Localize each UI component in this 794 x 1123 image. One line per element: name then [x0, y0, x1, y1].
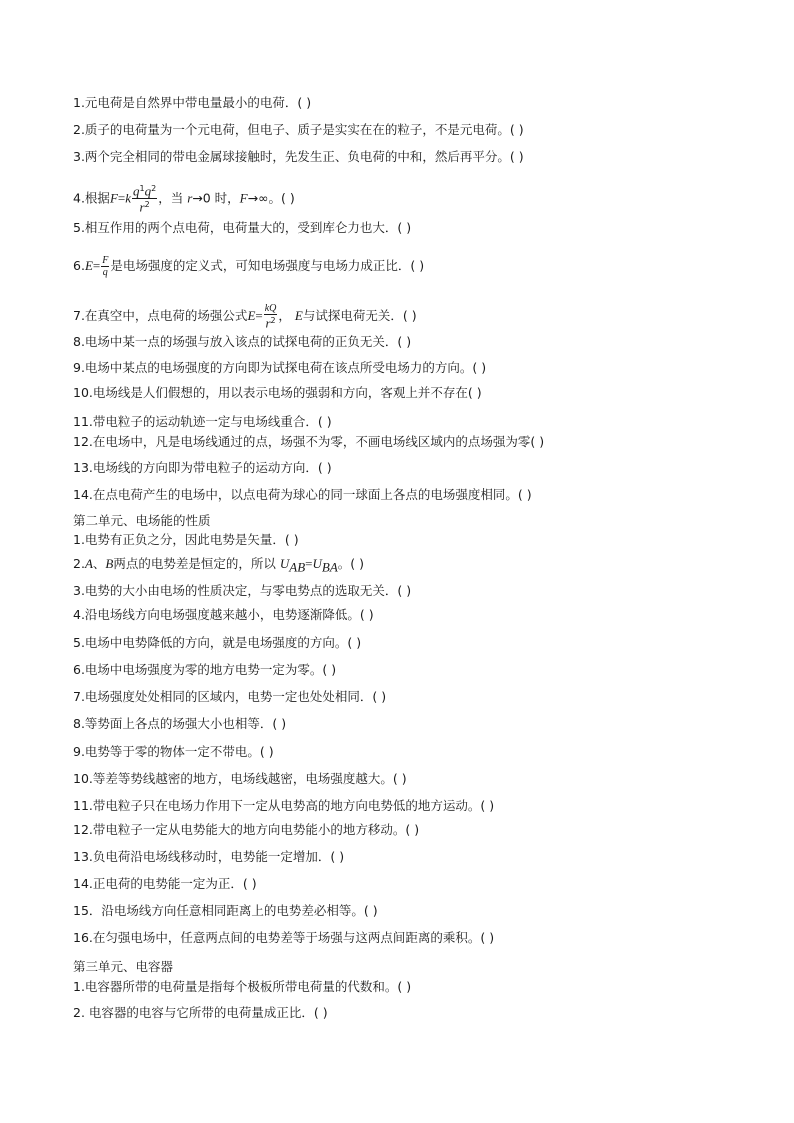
question-2-5: 5.电场中电势降低的方向，就是电场强度的方向。( )	[73, 635, 362, 650]
question-2-1: 1.电势有正负之分，因此电势是矢量．( )	[73, 532, 299, 547]
question-2-11: 11.带电粒子只在电场力作用下一定从电势高的地方向电势低的地方运动。( )	[73, 798, 495, 813]
question-1-4: 4.根据F=k $\frac{q^1q^2}{r^2}$ ，当 r→0 时，F→∞。( )	[73, 183, 295, 215]
question-3-2: 2. 电容器的电容与它所带的电荷量成正比．( )	[73, 1005, 328, 1020]
question-2-10: 10.等差等势线越密的地方，电场线越密，电场强度越大。( )	[73, 771, 407, 786]
question-2-9: 9.电势等于零的物体一定不带电。( )	[73, 744, 274, 759]
question-1-5: 5.相互作用的两个点电荷，电荷量大的，受到库仑力也大．( )	[73, 220, 412, 235]
question-2-7: 7.电场强度处处相同的区域内，电势一定也处处相同．( )	[73, 689, 387, 704]
question-2-15: 15．沿电场线方向任意相同距离上的电势差必相等。( )	[73, 903, 378, 918]
question-2-13: 13.负电荷沿电场线移动时，电势能一定增加．( )	[73, 849, 345, 864]
question-2-16: 16.在匀强电场中，任意两点间的电势差等于场强与这两点间距离的乘积。( )	[73, 930, 495, 945]
question-1-11: 11.带电粒子的运动轨迹一定与电场线重合．( )	[73, 414, 332, 429]
question-1-14: 14.在点电荷产生的电场中，以点电荷为球心的同一球面上各点的电场强度相同。( )	[73, 487, 532, 502]
question-2-6: 6.电场中电场强度为零的地方电势一定为零。( )	[73, 662, 337, 677]
question-1-8: 8.电场中某一点的场强与放入该点的试探电荷的正负无关．( )	[73, 334, 412, 349]
question-1-6: 6.E= $\frac{F}{q}$ 是电场强度的定义式，可知电场强度与电场力成正比．( )	[73, 255, 425, 278]
question-1-12: 12.在电场中，凡是电场线通过的点，场强不为零，不画电场线区域内的点场强为零( )	[73, 434, 545, 449]
question-1-2: 2.质子的电荷量为一个元电荷，但电子、质子是实实在在的粒子，不是元电荷。( )	[73, 122, 524, 137]
section-2-heading: 第二单元、电场能的性质	[73, 513, 211, 528]
question-2-3: 3.电势的大小由电场的性质决定，与零电势点的选取无关．( )	[73, 583, 412, 598]
question-1-13: 13.电场线的方向即为带电粒子的运动方向．( )	[73, 460, 332, 475]
question-1-7: 7.在真空中，点电荷的场强公式E= $\frac{kQ}{r^2}$ ， E与试探电荷无关．( )	[73, 303, 417, 331]
question-1-9: 9.电场中某点的电场强度的方向即为试探电荷在该点所受电场力的方向。( )	[73, 360, 487, 375]
question-2-8: 8.等势面上各点的场强大小也相等．( )	[73, 716, 287, 731]
question-2-2: 2.A、B两点的电势差是恒定的，所以 $U_{AB}=U_{BA}$。( )	[73, 556, 364, 575]
question-2-14: 14.正电荷的电势能一定为正．( )	[73, 876, 257, 891]
point-charge-fraction: $\frac{kQ}{r^2}$	[264, 303, 277, 331]
field-definition-fraction: $\frac{F}{q}$	[102, 255, 109, 278]
coulomb-fraction: $\frac{q^1q^2}{r^2}$	[133, 183, 157, 215]
question-2-12: 12.带电粒子一定从电势能大的地方向电势能小的地方移动。( )	[73, 822, 420, 837]
question-1-10: 10.电场线是人们假想的，用以表示电场的强弱和方向，客观上并不存在( )	[73, 385, 482, 400]
question-2-4: 4.沿电场线方向电场强度越来越小，电势逐渐降低。( )	[73, 607, 374, 622]
question-1-1: 1.元电荷是自然界中带电量最小的电荷．( )	[73, 95, 312, 110]
section-3-heading: 第三单元、电容器	[73, 959, 174, 974]
question-1-3: 3.两个完全相同的带电金属球接触时，先发生正、负电荷的中和，然后再平分。( )	[73, 149, 524, 164]
question-3-1: 1.电容器所带的电荷量是指每个极板所带电荷量的代数和。( )	[73, 979, 412, 994]
